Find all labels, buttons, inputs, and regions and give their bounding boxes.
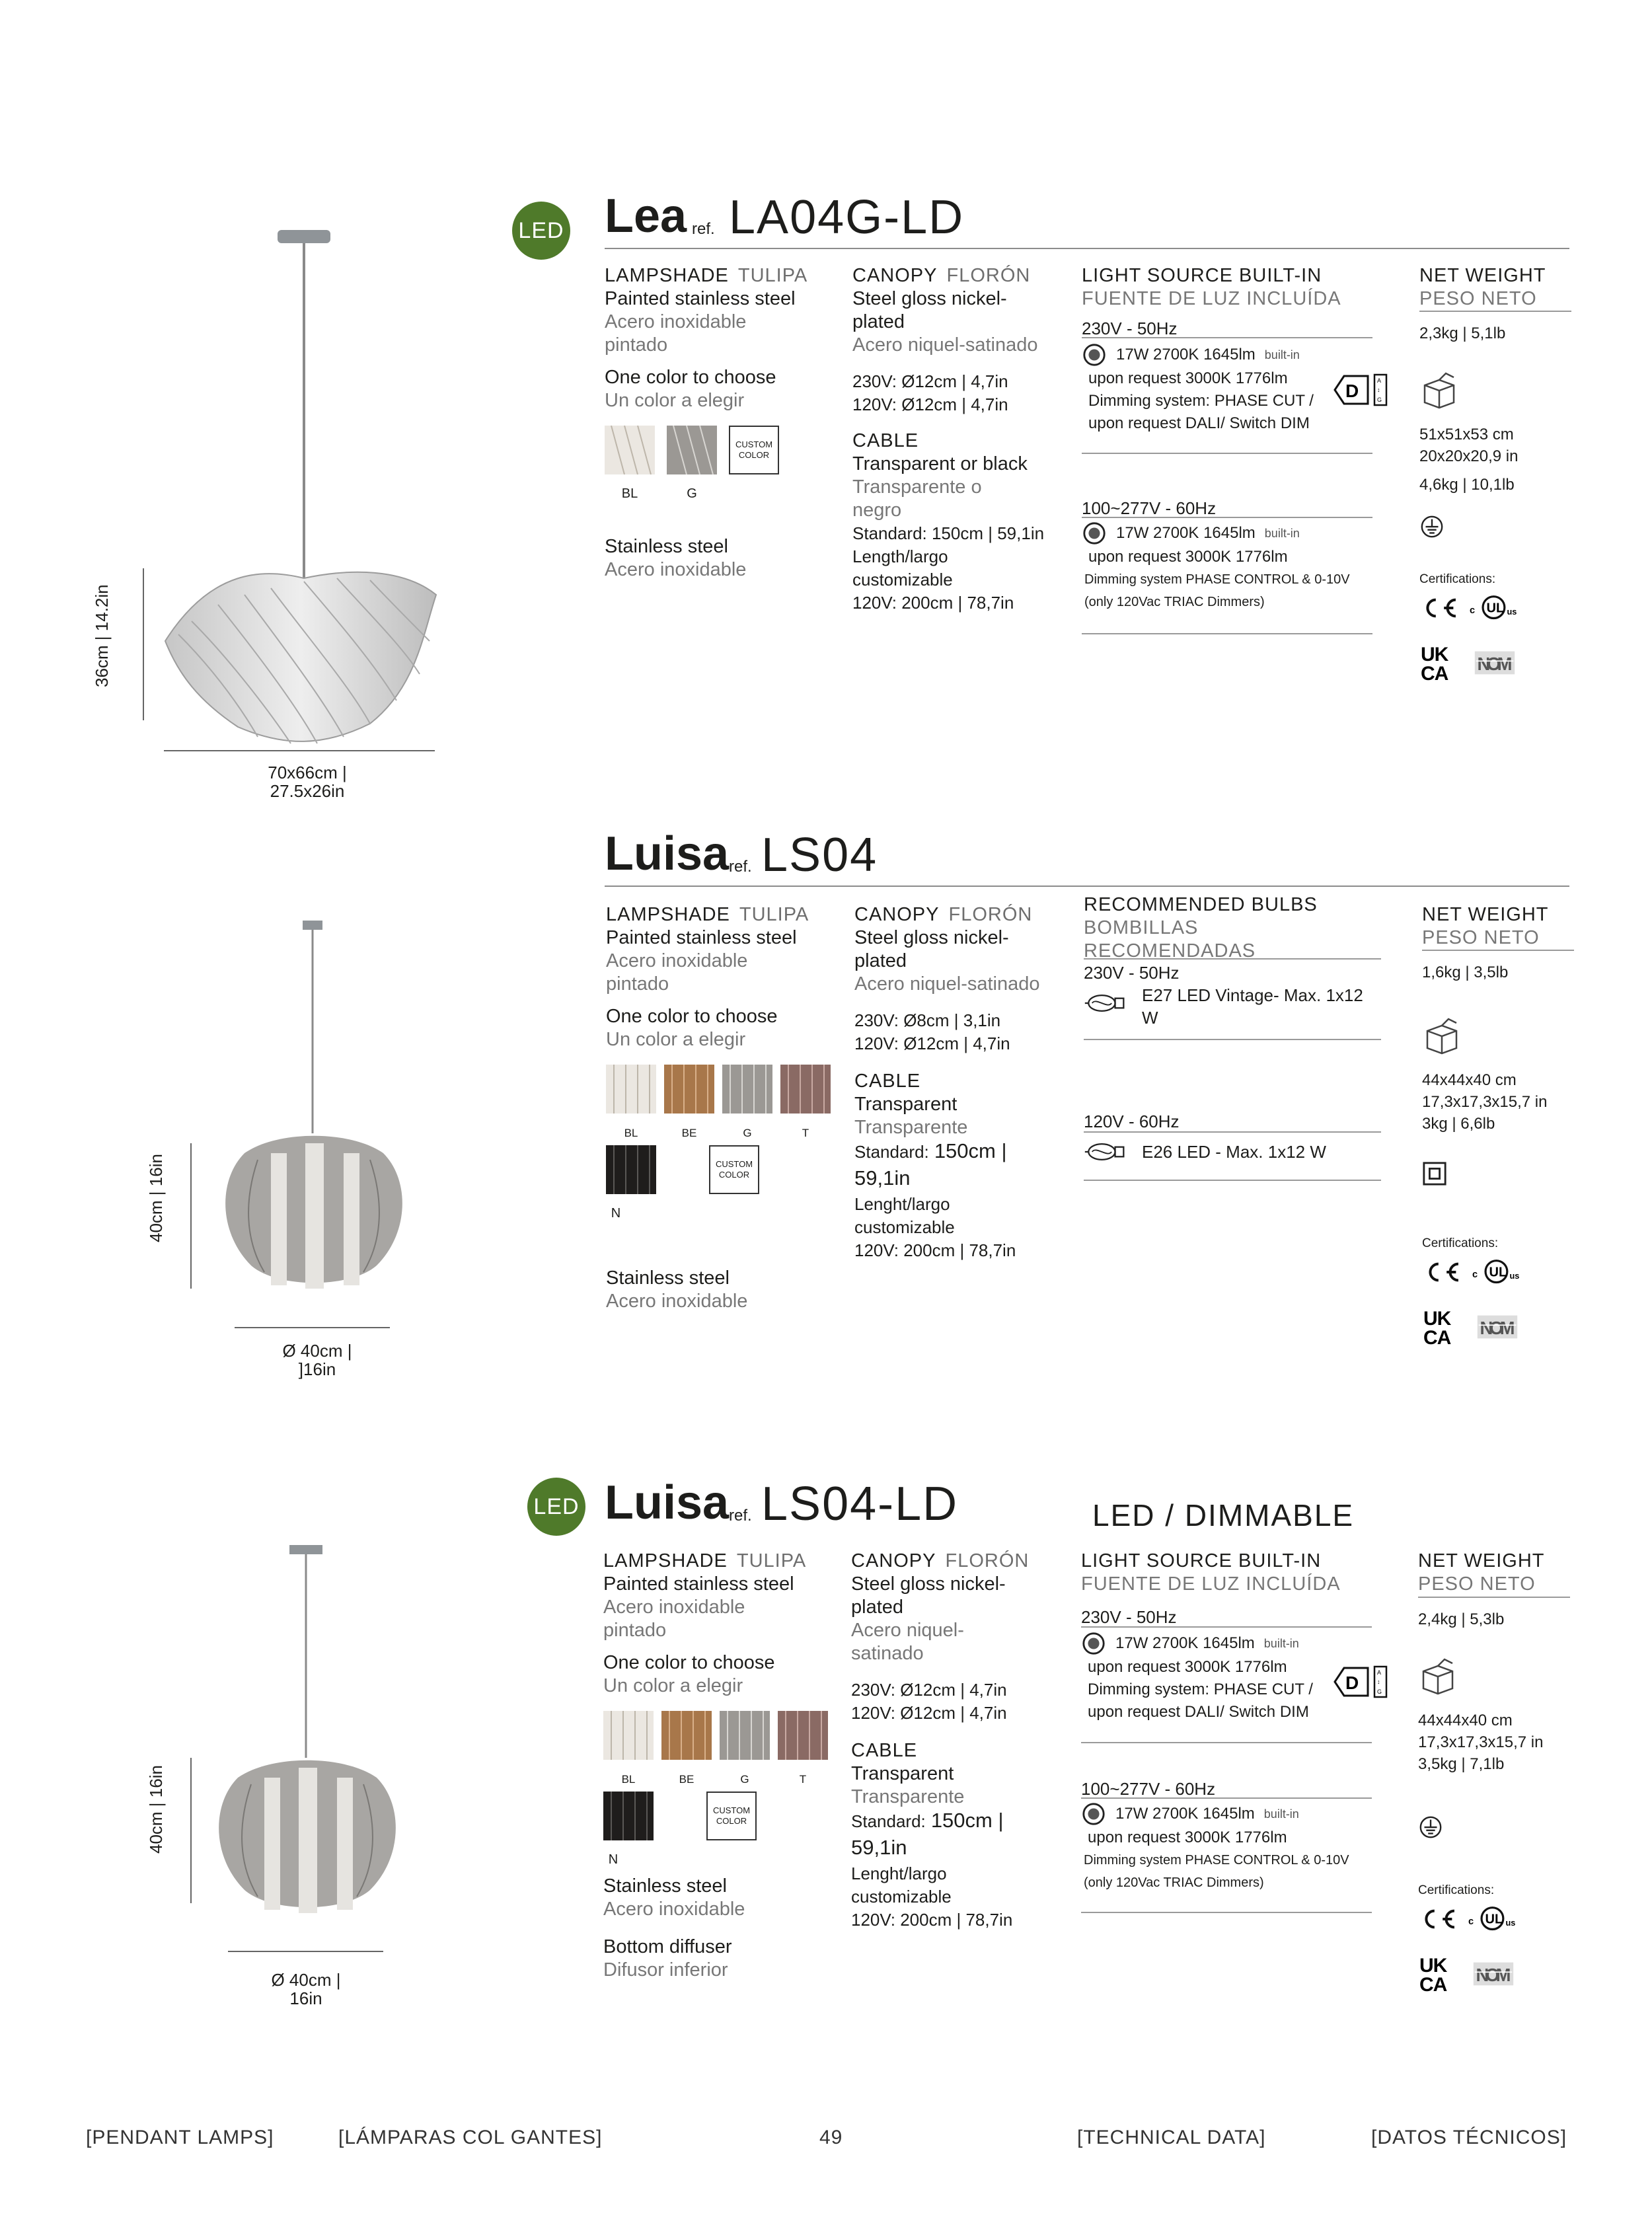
stainless-es: Acero inoxidable bbox=[603, 1899, 745, 1920]
color-choice-es: Un color a elegir bbox=[603, 1675, 743, 1696]
voltage-230: 230V - 50Hz bbox=[1082, 319, 1178, 338]
voltage-277: 100~277V - 60Hz bbox=[1082, 498, 1217, 518]
luisa-led-weight-values bbox=[1418, 1608, 1590, 1994]
canopy-material-es-2: satinado bbox=[851, 1643, 924, 1664]
dimming-1: Dimming system: PHASE CUT / bbox=[1088, 1680, 1313, 1698]
ground-icon bbox=[1419, 514, 1445, 539]
lea-light-277 bbox=[1082, 497, 1386, 613]
bottom-diffuser-es: Difusor inferior bbox=[603, 1959, 728, 1981]
lea-lampshade-col bbox=[605, 264, 843, 582]
cable-standard-in: 59,1in bbox=[851, 1836, 907, 1859]
luisa-led-light-col bbox=[1081, 1550, 1372, 1596]
lamp-luisa-led-image bbox=[211, 1540, 410, 1923]
ref-code: LA04G-LD bbox=[729, 191, 965, 244]
luisa-bulbs-rule-mid bbox=[1084, 1039, 1381, 1040]
light-spec: 17W 2700K 1645lm bbox=[1115, 1805, 1255, 1823]
lea-weight-col bbox=[1419, 264, 1591, 311]
ground-icon bbox=[1418, 1815, 1443, 1840]
cable-standard-label: Standard: bbox=[851, 1811, 926, 1831]
tagline: LED / DIMMABLE bbox=[1092, 1498, 1355, 1532]
luisa-led-lampshade-col bbox=[603, 1550, 841, 1982]
lea-light-col bbox=[1082, 264, 1372, 311]
dimming-2: (only 120Vac TRIAC Dimmers) bbox=[1084, 595, 1265, 609]
lea-title-row bbox=[605, 182, 1569, 249]
weight-heading-es: PESO NETO bbox=[1419, 288, 1537, 309]
swatch-be[interactable]: BE bbox=[664, 1065, 714, 1114]
double-insulation-icon bbox=[1422, 1161, 1447, 1186]
luisa-led-title-row bbox=[605, 1468, 1569, 1534]
cable-en: Transparent bbox=[851, 1763, 954, 1784]
canopy-material-en: Steel gloss nickel- bbox=[851, 1573, 1006, 1595]
net-weight: 2,4kg | 5,3lb bbox=[1418, 1610, 1505, 1628]
ul-mark-icon bbox=[1468, 1904, 1522, 1934]
cable-standard: Standard: 150cm | 59,1in bbox=[852, 523, 1045, 543]
color-choice-en: One color to choose bbox=[606, 1006, 778, 1027]
luisa-led-light-230 bbox=[1081, 1606, 1385, 1723]
footer-technical-data: [TECHNICAL DATA] bbox=[1077, 2127, 1266, 2148]
cable-es: Transparente o bbox=[852, 476, 982, 498]
swatch-custom-color[interactable]: CUSTOM COLOR bbox=[706, 1792, 757, 1840]
luisa-led-swatches bbox=[603, 1711, 841, 1786]
stainless-es: Acero inoxidable bbox=[606, 1291, 748, 1312]
swatch-t[interactable]: T bbox=[780, 1065, 831, 1114]
bulb-icon bbox=[1082, 342, 1107, 367]
ce-mark-icon bbox=[1422, 1260, 1463, 1285]
lea-height-line bbox=[143, 568, 144, 720]
luisa-weight-values bbox=[1422, 962, 1594, 1347]
canopy-diameter-120: 120V: Ø12cm | 4,7in bbox=[851, 1703, 1007, 1723]
material-es-2: pintado bbox=[606, 973, 669, 995]
dimming-2: upon request DALI/ Switch DIM bbox=[1088, 1703, 1309, 1721]
light-heading: LIGHT SOURCE BUILT-IN bbox=[1081, 1550, 1322, 1571]
bulb-230-spec: E27 LED Vintage- Max. 1x12 bbox=[1142, 985, 1363, 1005]
box-dims-cm: 51x51x53 cm bbox=[1419, 426, 1514, 443]
net-weight: 1,6kg | 3,5lb bbox=[1422, 963, 1509, 981]
swatch-be[interactable]: BE bbox=[661, 1711, 712, 1760]
ukca-mark-icon bbox=[1422, 1307, 1462, 1347]
luisa-title-row bbox=[605, 819, 1569, 887]
luisa-width-dim: Ø 40cm | ]16in bbox=[282, 1341, 352, 1379]
luisa-led-weight-col bbox=[1418, 1550, 1590, 1596]
cable-standard-in: 59,1in bbox=[854, 1166, 911, 1189]
lea-width-dim: 70x66cm | 27.5x26in bbox=[268, 763, 347, 801]
color-choice-es: Un color a elegir bbox=[605, 390, 745, 411]
stainless-en: Stainless steel bbox=[606, 1267, 730, 1289]
weight-heading: NET WEIGHT bbox=[1422, 904, 1549, 925]
canopy-material-en-2: plated bbox=[852, 311, 905, 332]
canopy-heading: CANOPY FLORÓN bbox=[854, 904, 1033, 925]
bulb-icon bbox=[1081, 1801, 1106, 1827]
luisa-led-light-rule-bottom bbox=[1081, 1912, 1372, 1913]
product-name: Luisa bbox=[605, 1476, 730, 1529]
lea-swatches bbox=[605, 426, 843, 501]
canopy-diameter-230: 230V: Ø8cm | 3,1in bbox=[854, 1010, 1001, 1030]
luisa-led-canopy-col bbox=[851, 1550, 1076, 1932]
page-number: 49 bbox=[819, 2127, 843, 2148]
ref-code: LS04 bbox=[761, 829, 878, 882]
bulb-icon bbox=[1081, 1631, 1106, 1656]
canopy-heading: CANOPY FLORÓN bbox=[852, 265, 1031, 286]
swatch-bl[interactable]: BL bbox=[605, 426, 655, 474]
light-heading-es: FUENTE DE LUZ INCLUÍDA bbox=[1082, 288, 1341, 309]
light-request: upon request 3000K 1776lm bbox=[1088, 1829, 1287, 1846]
swatch-custom-color[interactable]: CUSTOM COLOR bbox=[709, 1145, 759, 1194]
canopy-material-en: Steel gloss nickel- bbox=[852, 288, 1007, 309]
weight-heading: NET WEIGHT bbox=[1418, 1550, 1545, 1571]
lamp-luisa-image bbox=[218, 915, 416, 1299]
material-en: Painted stainless steel bbox=[606, 927, 797, 948]
luisa-led-height-line bbox=[190, 1758, 192, 1903]
cable-length: Lenght/largo bbox=[851, 1864, 947, 1883]
swatch-g[interactable]: G bbox=[720, 1711, 770, 1760]
cable-es: Transparente bbox=[851, 1786, 965, 1807]
cable-standard-label: Standard: bbox=[854, 1142, 929, 1162]
ukca-mark-icon bbox=[1419, 643, 1459, 683]
voltage-120: 120V - 60Hz bbox=[1084, 1112, 1180, 1131]
box-dims-cm: 44x44x40 cm bbox=[1422, 1071, 1517, 1089]
gross-weight: 3kg | 6,6lb bbox=[1422, 1115, 1495, 1133]
vintage-bulb-icon bbox=[1084, 1141, 1126, 1163]
ce-mark-icon bbox=[1419, 595, 1460, 621]
cable-es-2: negro bbox=[852, 500, 902, 521]
bulbs-heading-es-2: RECOMENDADAS bbox=[1084, 940, 1256, 962]
swatch-t[interactable]: T bbox=[778, 1711, 828, 1760]
lamp-lea-image bbox=[152, 225, 443, 753]
canopy-material-en-2: plated bbox=[851, 1597, 904, 1618]
cable-heading: CABLE bbox=[851, 1740, 918, 1761]
luisa-led-light-277 bbox=[1081, 1778, 1385, 1894]
built-in-note: built-in bbox=[1263, 1807, 1299, 1821]
material-es: Acero inoxidable bbox=[603, 1597, 745, 1618]
built-in-note: built-in bbox=[1263, 1637, 1299, 1650]
canopy-diameter-230: 230V: Ø12cm | 4,7in bbox=[851, 1680, 1007, 1700]
cable-heading: CABLE bbox=[852, 430, 919, 451]
dimming-1: Dimming system PHASE CONTROL & 0-10V bbox=[1084, 572, 1350, 587]
lea-weight-values bbox=[1419, 322, 1591, 683]
certifications-label: Certifications: bbox=[1418, 1883, 1495, 1897]
cable-customizable: customizable bbox=[854, 1217, 955, 1237]
luisa-bulbs-rule-bottom bbox=[1084, 1180, 1381, 1181]
canopy-material-en-2: plated bbox=[854, 950, 907, 971]
led-badge: LED bbox=[527, 1478, 585, 1536]
vintage-bulb-icon bbox=[1084, 992, 1126, 1014]
swatch-custom-color[interactable]: CUSTOM COLOR bbox=[729, 426, 779, 474]
energy-label-icon bbox=[1333, 1665, 1393, 1698]
light-request: upon request 3000K 1776lm bbox=[1088, 548, 1288, 566]
led-badge: LED bbox=[512, 202, 570, 260]
cable-length: Length/largo bbox=[852, 547, 948, 566]
dimming-1: Dimming system PHASE CONTROL & 0-10V bbox=[1084, 1853, 1349, 1868]
voltage-230: 230V - 50Hz bbox=[1084, 963, 1180, 983]
lea-canopy-col bbox=[852, 264, 1077, 615]
weight-heading-es: PESO NETO bbox=[1418, 1573, 1536, 1595]
stainless-en: Stainless steel bbox=[605, 536, 728, 557]
canopy-material-es: Acero niquel-satinado bbox=[852, 334, 1038, 356]
product-name: Luisa bbox=[605, 827, 730, 880]
ul-mark-icon bbox=[1470, 593, 1524, 623]
cable-length: Lenght/largo bbox=[854, 1194, 950, 1214]
box-dims-in: 17,3x17,3x15,7 in bbox=[1418, 1733, 1544, 1751]
nom-mark-icon bbox=[1476, 1312, 1519, 1342]
material-en: Painted stainless steel bbox=[605, 288, 796, 309]
lea-light-rule-mid bbox=[1082, 453, 1372, 454]
lea-light-rule-mid2 bbox=[1082, 517, 1372, 518]
luisa-bulb-120 bbox=[1084, 1110, 1381, 1163]
luisa-height-line bbox=[190, 1143, 192, 1289]
bulb-120-spec: E26 LED - Max. 1x12 W bbox=[1142, 1142, 1326, 1162]
lampshade-heading: LAMPSHADE TULIPA bbox=[606, 904, 809, 925]
ref-label: ref. bbox=[692, 220, 715, 238]
bottom-diffuser-en: Bottom diffuser bbox=[603, 1936, 732, 1957]
light-spec: 17W 2700K 1645lm bbox=[1116, 346, 1256, 363]
luisa-led-light-rule-mid bbox=[1081, 1742, 1372, 1743]
cable-customizable: customizable bbox=[851, 1887, 952, 1906]
box-icon bbox=[1419, 371, 1459, 410]
net-weight: 2,3kg | 5,1lb bbox=[1419, 324, 1506, 342]
luisa-led-width-dim: Ø 40cm | 16in bbox=[271, 1970, 341, 2008]
light-request: upon request 3000K 1776lm bbox=[1088, 369, 1288, 387]
luisa-bulbs-rule-top bbox=[1084, 958, 1381, 960]
box-icon bbox=[1422, 1016, 1462, 1056]
swatch-n[interactable]: N bbox=[606, 1145, 656, 1194]
voltage-277: 100~277V - 60Hz bbox=[1081, 1779, 1216, 1799]
swatch-n[interactable]: N bbox=[603, 1792, 654, 1840]
light-spec: 17W 2700K 1645lm bbox=[1115, 1634, 1255, 1652]
luisa-canopy-col bbox=[854, 903, 1079, 1262]
lea-weight-rule bbox=[1419, 311, 1571, 312]
product-name: Lea bbox=[605, 190, 687, 243]
swatch-g[interactable]: G bbox=[722, 1065, 772, 1114]
color-choice-en: One color to choose bbox=[605, 367, 776, 388]
cable-customizable: customizable bbox=[852, 570, 953, 589]
ukca-mark-icon bbox=[1418, 1954, 1458, 1994]
gross-weight: 4,6kg | 10,1lb bbox=[1419, 476, 1515, 494]
color-choice-es: Un color a elegir bbox=[606, 1029, 746, 1050]
cable-max: 120V: 200cm | 78,7in bbox=[854, 1240, 1016, 1260]
lea-light-rule-bottom bbox=[1082, 633, 1372, 634]
light-heading-es: FUENTE DE LUZ INCLUÍDA bbox=[1081, 1573, 1341, 1595]
ul-mark-icon bbox=[1472, 1257, 1526, 1287]
cable-standard-cm: 150cm | bbox=[934, 1139, 1007, 1162]
energy-label-icon bbox=[1333, 373, 1393, 406]
stainless-en: Stainless steel bbox=[603, 1875, 727, 1897]
box-icon bbox=[1418, 1657, 1458, 1696]
cable-max: 120V: 200cm | 78,7in bbox=[852, 593, 1014, 613]
material-en: Painted stainless steel bbox=[603, 1573, 794, 1595]
lea-height-dim: 36cm | 14.2in bbox=[92, 584, 112, 687]
ref-label: ref. bbox=[729, 1507, 752, 1525]
canopy-material-es: Acero niquel-satinado bbox=[854, 973, 1040, 995]
material-es-2: pintado bbox=[605, 334, 668, 356]
cable-en: Transparent or black bbox=[852, 453, 1028, 474]
color-choice-en: One color to choose bbox=[603, 1652, 775, 1673]
dimming-2: upon request DALI/ Switch DIM bbox=[1088, 414, 1310, 432]
luisa-swatches bbox=[606, 1065, 844, 1139]
swatch-g[interactable]: G bbox=[667, 426, 717, 474]
cable-max: 120V: 200cm | 78,7in bbox=[851, 1910, 1013, 1930]
voltage-230: 230V - 50Hz bbox=[1081, 1607, 1177, 1627]
certifications-label: Certifications: bbox=[1419, 572, 1496, 586]
cable-heading: CABLE bbox=[854, 1071, 921, 1092]
luisa-width-line bbox=[235, 1327, 390, 1328]
bulbs-heading-es: BOMBILLAS bbox=[1084, 917, 1199, 938]
dimming-2: (only 120Vac TRIAC Dimmers) bbox=[1084, 1875, 1264, 1890]
cable-en: Transparent bbox=[854, 1094, 957, 1115]
swatch-bl[interactable]: BL bbox=[606, 1065, 656, 1114]
footer-lamparas: [LÁMPARAS COL GANTES] bbox=[338, 2127, 603, 2148]
luisa-led-light-rule-mid2 bbox=[1081, 1797, 1372, 1799]
bulbs-heading: RECOMMENDED BULBS bbox=[1084, 894, 1318, 915]
canopy-material-en: Steel gloss nickel- bbox=[854, 927, 1009, 948]
dimming-1: Dimming system: PHASE CUT / bbox=[1088, 392, 1314, 410]
light-spec: 17W 2700K 1645lm bbox=[1116, 524, 1256, 542]
lampshade-heading: LAMPSHADE TULIPA bbox=[603, 1550, 807, 1571]
luisa-led-weight-rule bbox=[1418, 1597, 1570, 1598]
material-es: Acero inoxidable bbox=[605, 311, 747, 332]
canopy-diameter-120: 120V: Ø12cm | 4,7in bbox=[854, 1034, 1010, 1053]
canopy-diameter-120: 120V: Ø12cm | 4,7in bbox=[852, 395, 1008, 414]
luisa-bulb-230 bbox=[1084, 962, 1381, 1029]
weight-heading-es: PESO NETO bbox=[1422, 927, 1540, 948]
material-es: Acero inoxidable bbox=[606, 950, 748, 971]
material-es-2: pintado bbox=[603, 1620, 667, 1641]
box-dims-in: 17,3x17,3x15,7 in bbox=[1422, 1093, 1548, 1111]
lampshade-heading: LAMPSHADE TULIPA bbox=[605, 265, 808, 286]
swatch-bl[interactable]: BL bbox=[603, 1711, 654, 1760]
light-heading: LIGHT SOURCE BUILT-IN bbox=[1082, 265, 1322, 286]
canopy-diameter-230: 230V: Ø12cm | 4,7in bbox=[852, 371, 1008, 391]
light-request: upon request 3000K 1776lm bbox=[1088, 1658, 1287, 1676]
weight-heading: NET WEIGHT bbox=[1419, 265, 1546, 286]
box-dims-in: 20x20x20,9 in bbox=[1419, 447, 1519, 465]
ce-mark-icon bbox=[1418, 1906, 1459, 1932]
luisa-bulbs-rule-mid2 bbox=[1084, 1131, 1381, 1133]
built-in-note: built-in bbox=[1264, 348, 1300, 361]
luisa-weight-col bbox=[1422, 903, 1594, 950]
built-in-note: built-in bbox=[1264, 527, 1300, 540]
cable-es: Transparente bbox=[854, 1117, 968, 1138]
canopy-material-es: Acero niquel- bbox=[851, 1620, 964, 1641]
footer-datos-tecnicos: [DATOS TÉCNICOS] bbox=[1371, 2127, 1567, 2148]
luisa-lampshade-col bbox=[606, 903, 844, 1313]
nom-mark-icon bbox=[1472, 1959, 1515, 1989]
luisa-weight-rule bbox=[1422, 950, 1574, 951]
stainless-es: Acero inoxidable bbox=[605, 559, 747, 580]
gross-weight: 3,5kg | 7,1lb bbox=[1418, 1755, 1505, 1773]
bulb-icon bbox=[1082, 521, 1107, 546]
ref-label: ref. bbox=[729, 858, 752, 876]
footer-pendant-lamps: [PENDANT LAMPS] bbox=[86, 2127, 274, 2148]
luisa-led-width-line bbox=[228, 1951, 383, 1952]
luisa-height-dim: 40cm | 16in bbox=[146, 1154, 166, 1242]
luisa-led-height-dim: 40cm | 16in bbox=[146, 1765, 166, 1854]
luisa-bulbs-col bbox=[1084, 893, 1374, 963]
bulb-230-spec-2: W bbox=[1142, 1008, 1158, 1028]
cable-standard-cm: 150cm | bbox=[930, 1809, 1004, 1832]
canopy-heading: CANOPY FLORÓN bbox=[851, 1550, 1030, 1571]
certifications-label: Certifications: bbox=[1422, 1236, 1499, 1250]
ref-code: LS04-LD bbox=[761, 1478, 959, 1530]
nom-mark-icon bbox=[1474, 648, 1516, 678]
box-dims-cm: 44x44x40 cm bbox=[1418, 1712, 1513, 1729]
lea-width-line bbox=[164, 750, 435, 751]
